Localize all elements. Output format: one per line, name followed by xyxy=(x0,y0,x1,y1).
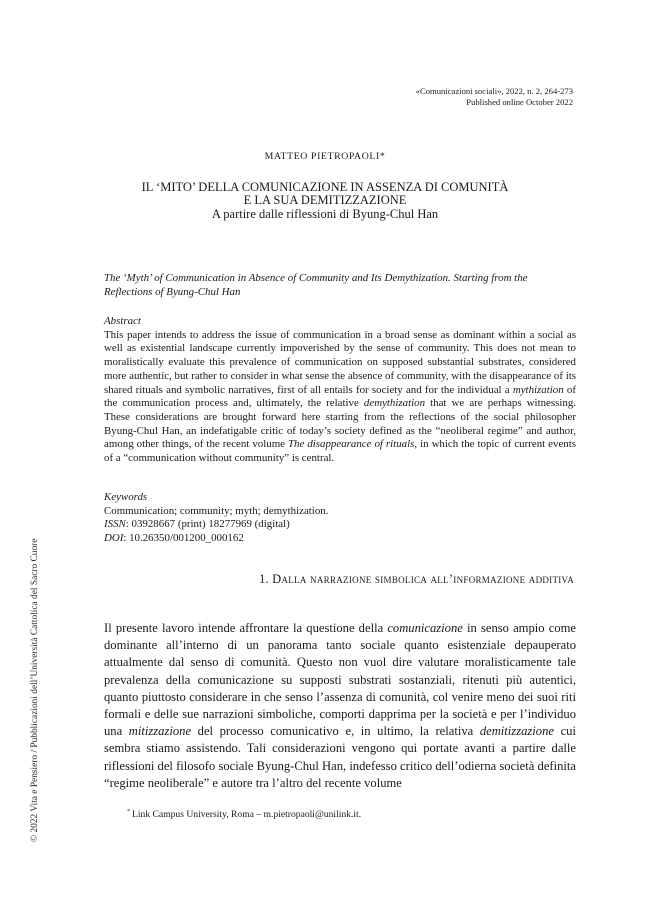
abstract-text-part: of the communication process and, ultimately, the relative xyxy=(104,383,576,410)
doi-line[interactable] xyxy=(104,532,576,546)
footnote-marker: * xyxy=(127,809,130,815)
abstract-text-part: that we are perhaps witnessing. These considerations are brought forward here starting from the reflections of the social philosopher Byung-Chul Han, an indefatigable critic of today’s society defined as the “neoliberal regime” and author, among other things, of the recent volume xyxy=(104,397,576,451)
footnote xyxy=(127,809,361,820)
issn-value: : 03928667 (print) 18277969 (digital) xyxy=(125,518,290,531)
author-name: MATTEO PIETROPAOLI* xyxy=(264,151,386,162)
keywords-section xyxy=(104,491,576,545)
keywords-list: Communication; community; myth; demythization. xyxy=(104,504,329,517)
abstract-emphasis: demythization xyxy=(363,397,426,410)
article-title xyxy=(0,181,650,221)
title-line-2: E LA SUA DEMITIZZAZIONE xyxy=(243,193,407,208)
side-copyright: © 2022 Vita e Pensiero / Pubblicazioni dell’Università Cattolica del Sacro Cuore xyxy=(30,538,40,842)
abstract-text xyxy=(104,329,576,466)
footnote-text[interactable]: Link Campus University, Roma – m.pietropaoli@unilink.it. xyxy=(132,809,362,820)
section-heading: 1. Dalla narrazione simbolica all’informazione additiva xyxy=(259,572,574,586)
body-text-part: del processo comunicativo e, in ultimo, la relativa xyxy=(191,724,480,739)
abstract-text-part: , in which the topic of current events of a “communication without community” is central. xyxy=(104,438,576,465)
body-emphasis: mitizzazione xyxy=(128,724,192,739)
issn-line xyxy=(104,518,576,532)
body-emphasis: demitizzazione xyxy=(479,724,554,739)
abstract-emphasis: mythization xyxy=(512,383,564,396)
body-paragraph xyxy=(104,620,576,792)
abstract-heading: Abstract xyxy=(104,315,141,327)
abstract-section xyxy=(104,315,576,466)
title-line-1: IL ‘MITO’ DELLA COMUNICAZIONE IN ASSENZA DI COMUNITÀ xyxy=(141,180,509,194)
abstract-text-part: This paper intends to address the issue of communication in a broad sense as dominant within a social as well as existential landscape currently impoverished by the sense of community. This does not mean to moralistically evaluate this prevalence of communication on supposed substantial substrates, considered more authentic, but rather to consider in what sense the absence of community, with the disappearance of its shared rituals and symbolic narratives, first of all entails for society and for the individual a xyxy=(104,328,576,396)
journal-reference xyxy=(416,86,573,108)
published-date: Published online October 2022 xyxy=(466,97,573,107)
journal-citation: «Comunicazioni sociali», 2022, n. 2, 264-273 xyxy=(415,86,573,96)
subtitle: A partire dalle riflessioni di Byung-Chul Han xyxy=(211,206,439,221)
body-emphasis: comunicazione xyxy=(387,621,463,635)
abstract-emphasis: The disappearance of rituals xyxy=(288,438,415,451)
keywords-heading: Keywords xyxy=(104,491,148,503)
body-text-part: Il presente lavoro intende affrontare la questione della xyxy=(104,621,388,635)
doi-label: DOI xyxy=(104,531,124,544)
english-title: The ‘Myth’ of Communication in Absence of Community and Its Demythization. Starting from the Reflections of Byung-Chul Han xyxy=(104,272,528,298)
doi-value[interactable]: : 10.26350/001200_000162 xyxy=(123,531,244,544)
body-text-part: in senso ampio come dominante all’interno di un panorama tanto sociale quanto esistenziale depauperato attualmente dal senso di comunità. Questo non vuol dire valutare moralisticamente tale prevalenza della comunicazione su supposti substrati sostanziali, ritenuti più autentici, quanto piuttosto considerare in che senso l’assenza di comunità, col venire meno dei suoi riti formali e delle sue narrazioni simboliche, comporti dapprima per la società e per l’individuo una xyxy=(104,621,576,739)
issn-label: ISSN xyxy=(104,518,126,531)
body-text-part: cui sembra stiamo assistendo. Tali considerazioni vengono qui portate avanti a partire dalle riflessioni del filosofo sociale Byung-Chul Han, indefesso critico dell’odierna società definita “regime neoliberale” e autore tra l’altro del recente volume xyxy=(104,724,576,790)
